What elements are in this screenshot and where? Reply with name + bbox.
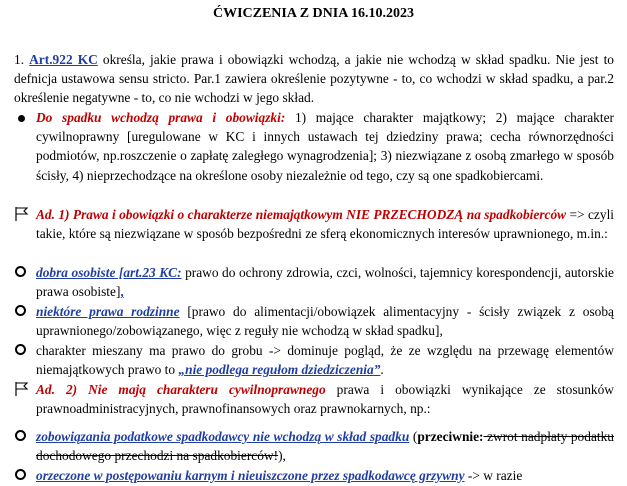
bullet-lead: Do spadku wchodzą prawa i obowiązki:: [36, 110, 286, 125]
circle-item-5: [14, 466, 614, 485]
bullet-dot-icon: [18, 115, 25, 122]
tax-obligations-link[interactable]: zobowiązania podatkowe spadkodawcy nie wchodzą w skład spadku: [36, 429, 410, 444]
personal-goods-link[interactable]: dobra osobiste [art.23 KC:: [36, 265, 182, 280]
circle-bullet-icon: [15, 344, 26, 355]
paragraph-number: 1.: [14, 52, 30, 67]
item-text: -> w razie: [464, 468, 523, 483]
item-end: ,: [120, 284, 124, 300]
item-text: prawo do ochrony zdrowia, czci, wolności, tajemnicy korespondencji, autorskie prawa osobiste]: [36, 265, 614, 300]
item-text: [prawo do alimentacji/obowiązek alimentacyjny - ścisły związek z osobą uprawnionego/zobowiązanego, więc z reguły nie wchodzą w skład spadku],: [36, 304, 614, 339]
paragraph-text: określa, jakie prawa i obowiązki wchodzą, a jakie nie wchodzą w skład spadku. Nie jest to defnicja ustawowa sensu stricto. Par.1 zawiera określenie pozytywne - to, co wchodzi w skład spadku, a par.2 określenie negatywne - to, co nie wchodzi w jego skład.: [14, 52, 614, 106]
item-bold: przeciwnie:: [417, 429, 484, 444]
flag-lead: Ad. 1) Prawa i obowiązki o charakterze niemajątkowym NIE PRZECHODZĄ na spadkobierców: [36, 207, 567, 222]
paragraph-1: [14, 50, 614, 108]
fines-link[interactable]: orzeczone w postępowaniu karnym i nieuiszczone przez spadkodawcę grzywny: [36, 468, 465, 483]
flag-text: => czyli takie, które są niezwiązane w sposób bezpośredni ze sferą ekonomicznych interesów uprawnionego, m.in.:: [36, 207, 615, 242]
item-text: charakter mieszany ma prawo do grobu -> dominuje pogląd, że ze względu na przewagę elementów niemajątkowych prawo to: [36, 343, 614, 378]
circle-item-3: [14, 341, 614, 379]
inheritance-rules-link[interactable]: „nie podlega regułom dziedziczenia”: [178, 362, 381, 378]
flag-item-2: [14, 380, 614, 418]
item-text: (: [409, 429, 418, 444]
article-link[interactable]: Art.922 KC: [29, 52, 98, 67]
item-text-end: ),: [278, 448, 286, 464]
flag-item-1: [14, 205, 614, 243]
document-title: ĆWICZENIA Z DNIA 16.10.2023: [212, 6, 415, 21]
bullet-text: 1) mające charakter majątkowy; 2) mające charakter cywilnoprawny [uregulowane w KC i innych ustawach tej dziedziny prawa; cecha równorzędności podmiotów, np.roszczenie o zapłatę zaległego wynagrodzenia]; 3) niezwiązane z osobą zmarłego w sposób ścisły, 4) nieprzechodzące na określone osoby niezależnie od tego, czy są one spadkobiercami.: [36, 110, 614, 183]
item-strike: zwrot nadpłaty podatku dochodowego przechodzi na spadkobierców!: [36, 429, 614, 464]
circle-item-4: [14, 427, 614, 465]
circle-item-1: [14, 263, 614, 301]
circle-item-2: [14, 302, 614, 340]
flag-icon: [14, 206, 30, 222]
flag-text: prawa i obowiązki wynikające ze stosunków prawnoadministracyjnych, prawnofinansowych oraz prawnokarnych, np.:: [36, 382, 614, 417]
flag-lead: Ad. 2) Nie mają charakteru cywilnoprawnego: [36, 382, 326, 397]
flag-icon: [14, 381, 30, 397]
item-end: .: [380, 362, 384, 378]
circle-bullet-icon: [15, 266, 26, 277]
circle-bullet-icon: [15, 430, 26, 441]
bullet-item: [14, 108, 614, 185]
circle-bullet-icon: [15, 305, 26, 316]
circle-bullet-icon: [15, 469, 26, 480]
family-rights-link[interactable]: niektóre prawa rodzinne: [36, 304, 180, 319]
